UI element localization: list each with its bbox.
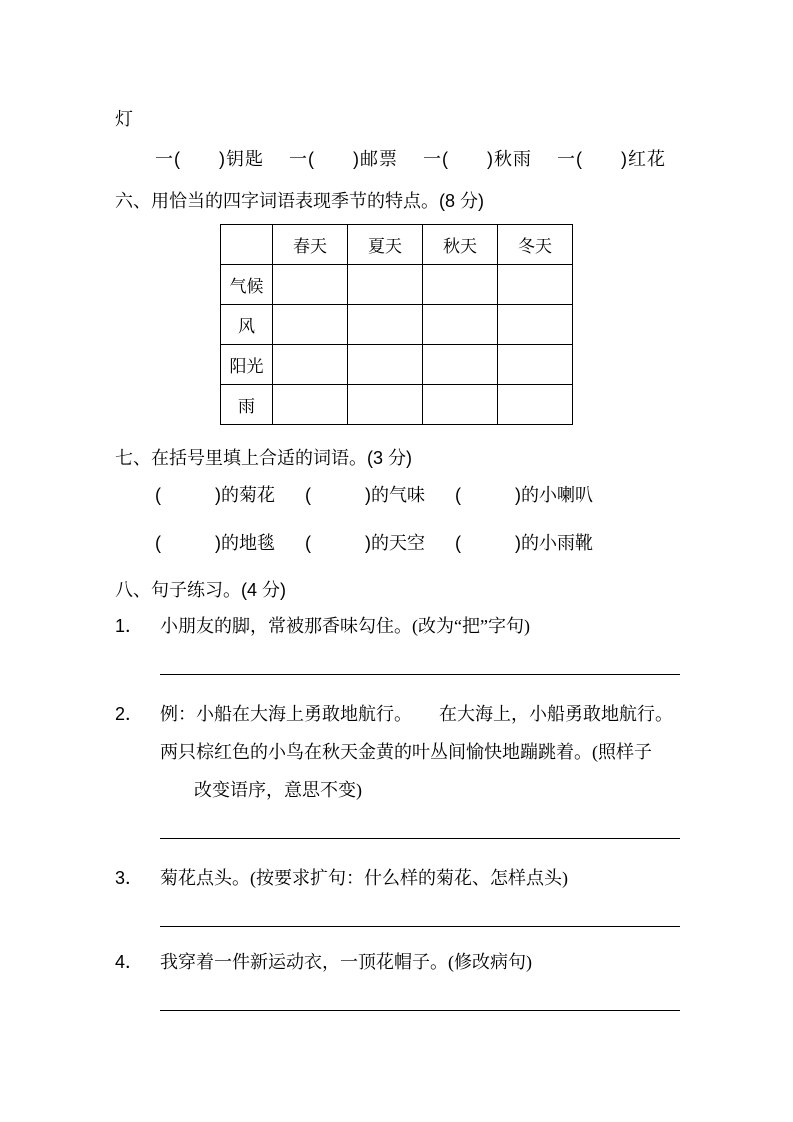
sentence-text: 菊花点头。	[160, 868, 250, 888]
sentence-text: 小朋友的脚，常被那香味勾住。	[160, 616, 412, 636]
table-corner-cell	[221, 225, 273, 265]
answer-cell	[498, 385, 573, 425]
fill-blank-item-chrysanthemum: ( )的菊花	[155, 485, 275, 505]
season-words-table	[220, 224, 573, 425]
answer-cell	[498, 265, 573, 305]
carryover-char: 灯	[115, 109, 133, 129]
row-label-climate: 气候	[221, 265, 273, 305]
section-8-title: 八、句子练习。(4 分)	[115, 580, 286, 600]
table-header-row	[221, 225, 573, 265]
table-row-wind	[221, 305, 573, 345]
measure-words-line: 一( )钥匙 一( )邮票 一( )秋雨 一( )红花	[155, 149, 666, 169]
fill-blank-item-trumpet: ( )的小喇叭	[455, 485, 593, 505]
column-header-autumn: 秋天	[423, 225, 498, 265]
fill-blank-item-smell: ( )的气味	[305, 485, 425, 505]
table-row-climate	[221, 265, 573, 305]
exercise-hint-close: 改变语序，意思不变)	[194, 780, 362, 800]
exercise-hint: (改为“把”字句)	[412, 616, 530, 636]
fill-blank-item-rainboots: ( )的小雨靴	[455, 533, 593, 553]
answer-cell	[348, 265, 423, 305]
practice-sentence	[160, 739, 678, 765]
column-header-summer: 夏天	[348, 225, 423, 265]
fill-blank-item-sky: ( )的天空	[305, 533, 425, 553]
answer-cell	[273, 305, 348, 345]
answer-cell	[273, 265, 348, 305]
sentence-exercise-1	[115, 613, 678, 639]
exercise-content	[160, 949, 678, 975]
sentence-text: 我穿着一件新运动衣，一顶花帽子。	[160, 952, 448, 972]
exercise-number: 3．	[115, 868, 144, 888]
exercise-number: 4．	[115, 952, 144, 972]
fill-blank-row-2	[155, 529, 678, 555]
exercise-content	[160, 701, 678, 803]
answer-cell	[273, 385, 348, 425]
exercise-hint: (按要求扩句：什么样的菊花、怎样点头)	[250, 868, 568, 888]
row-label-rain: 雨	[221, 385, 273, 425]
column-header-spring: 春天	[273, 225, 348, 265]
answer-cell	[273, 345, 348, 385]
answer-line-4	[160, 983, 680, 1011]
fill-blank-row-1	[155, 481, 678, 507]
answer-cell	[423, 265, 498, 305]
answer-line-3	[160, 899, 680, 927]
exercise-content	[160, 865, 678, 891]
answer-cell	[348, 305, 423, 345]
sentence-exercise-2	[115, 701, 678, 803]
example-sentence: 例：小船在大海上勇敢地航行。 在大海上，小船勇敢地航行。	[160, 704, 673, 724]
table-row-sunshine	[221, 345, 573, 385]
column-header-winter: 冬天	[498, 225, 573, 265]
sentence-exercise-4	[115, 949, 678, 975]
table-row-rain	[221, 385, 573, 425]
row-label-sunshine: 阳光	[221, 345, 273, 385]
sentence-text: 两只棕红色的小鸟在秋天金黄的叶丛间愉快地蹦跳着。	[160, 742, 592, 762]
answer-cell	[498, 345, 573, 385]
section-6-title: 六、用恰当的四字词语表现季节的特点。(8 分)	[115, 191, 484, 211]
answer-cell	[423, 305, 498, 345]
answer-cell	[348, 385, 423, 425]
exercise-content	[160, 613, 678, 639]
exercise-hint: (修改病句)	[448, 952, 532, 972]
sentence-exercise-3	[115, 865, 678, 891]
fill-blank-item-carpet: ( )的地毯	[155, 533, 275, 553]
answer-cell	[423, 385, 498, 425]
row-label-wind: 风	[221, 305, 273, 345]
answer-cell	[498, 305, 573, 345]
exercise-number: 1．	[115, 616, 144, 636]
section-7-title: 七、在括号里填上合适的词语。(3 分)	[115, 448, 412, 468]
answer-cell	[348, 345, 423, 385]
answer-line-1	[160, 647, 680, 675]
exercise-hint-open: (照样子	[592, 742, 652, 762]
exercise-number: 2．	[115, 704, 144, 724]
answer-line-2	[160, 811, 680, 839]
answer-cell	[423, 345, 498, 385]
